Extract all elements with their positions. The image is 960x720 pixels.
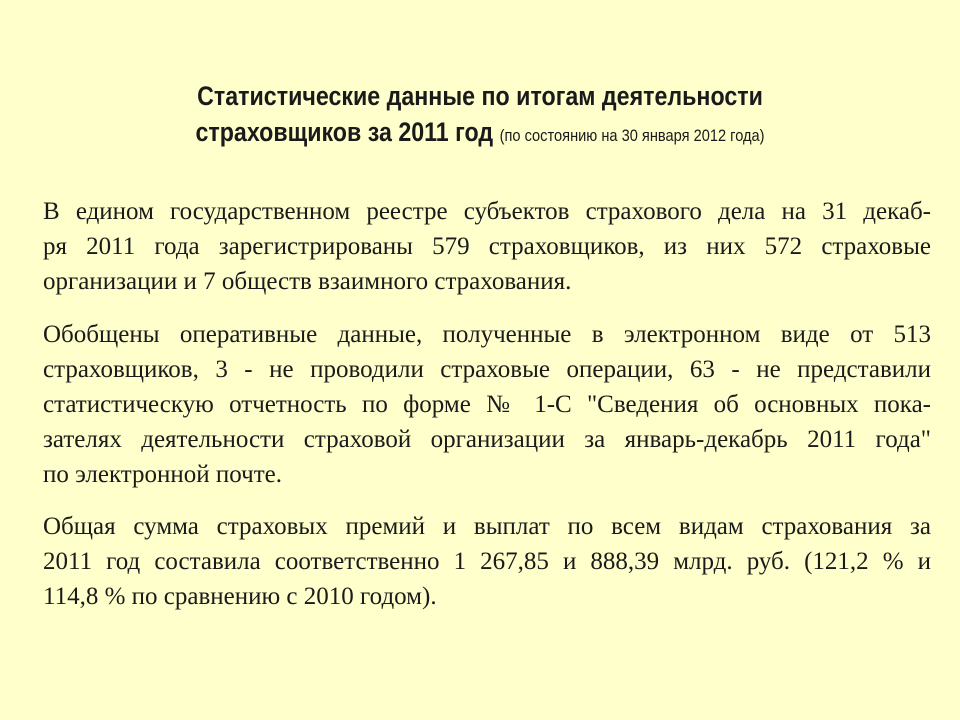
paragraph-premiums	[43, 509, 931, 614]
paragraph-line: организации и 7 обществ взаимного страхования.	[43, 268, 572, 295]
title-line-2	[136, 114, 824, 154]
paragraph-reporting	[43, 317, 931, 492]
slide-title	[136, 78, 824, 154]
paragraph-line: страховщиков, 3 - не проводили страховые операции, 63 - не представили	[43, 356, 931, 383]
paragraph-line: по электронной почте.	[43, 461, 282, 488]
title-main: страховщиков за 2011 год	[195, 117, 494, 147]
paragraph-line: 2011 год составила соответственно 1 267,85 и 888,39 млрд. руб. (121,2 % и	[43, 548, 931, 575]
paragraph-registry	[43, 194, 931, 299]
title-line-1: Статистические данные по итогам деятельности	[197, 81, 763, 111]
paragraph-line: статистическую отчетность по форме № 1-С "Сведения об основных пока-	[43, 391, 931, 418]
paragraph-line: зателях деятельности страховой организации за январь-декабрь 2011 года"	[43, 426, 931, 453]
paragraph-line: Общая сумма страховых премий и выплат по всем видам страхования за	[43, 513, 931, 540]
paragraph-line: Обобщены оперативные данные, полученные в электронном виде от 513	[43, 321, 931, 348]
paragraph-line: ря 2011 года зарегистрированы 579 страховщиков, из них 572 страховые	[43, 233, 931, 260]
title-date-note: (по состоянию на 30 января 2012 года)	[499, 126, 765, 145]
paragraph-line: В едином государственном реестре субъектов страхового дела на 31 декаб-	[43, 198, 931, 225]
paragraph-line: 114,8 % по сравнению с 2010 годом).	[43, 583, 437, 610]
